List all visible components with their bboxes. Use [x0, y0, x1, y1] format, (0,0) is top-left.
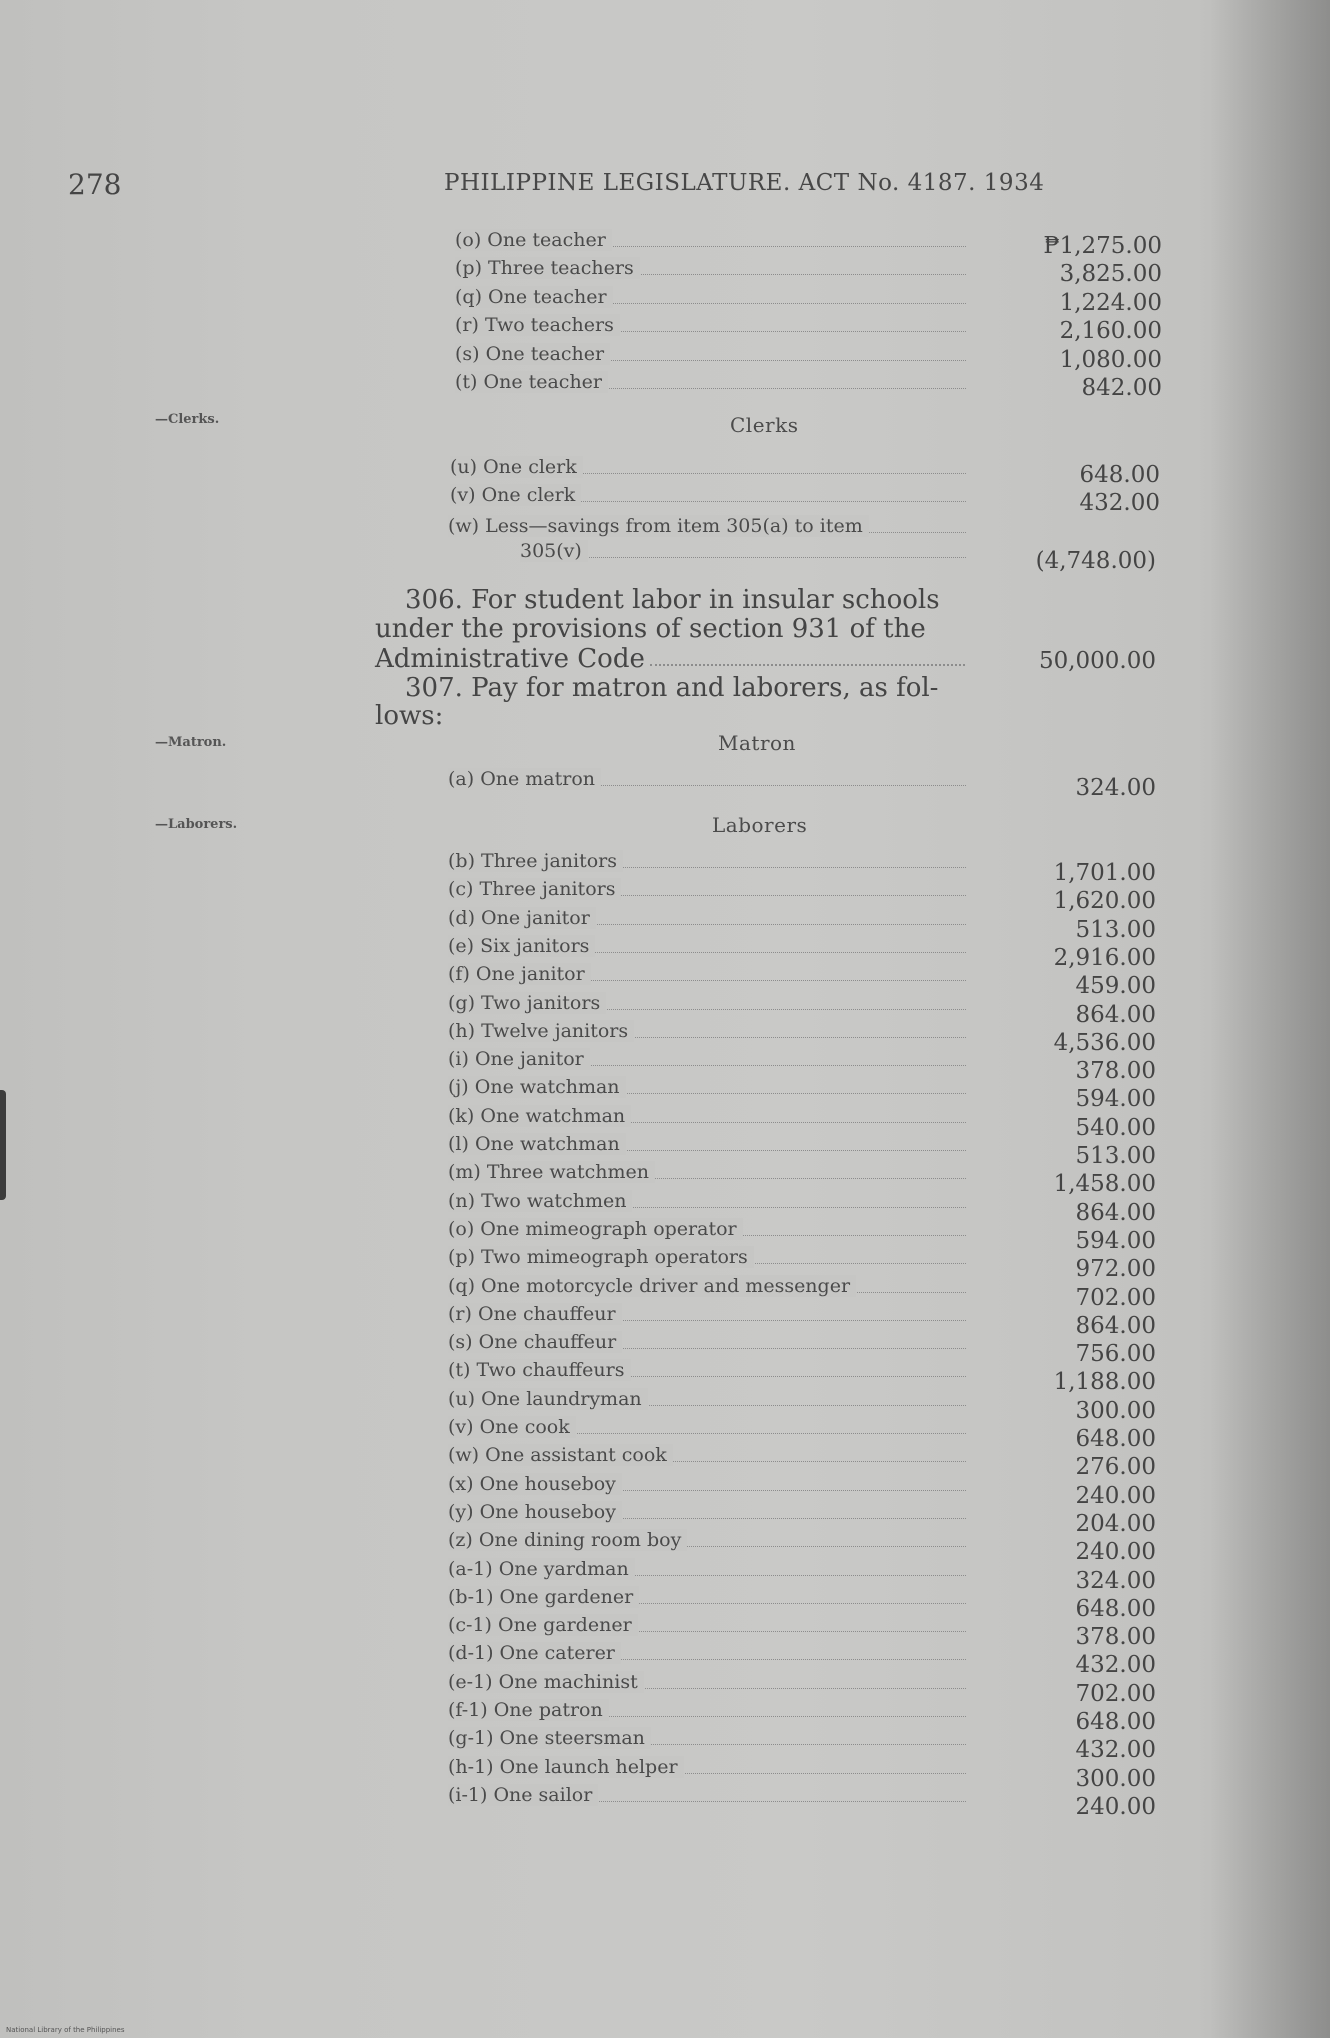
- laborer-amount: 240.00: [1075, 1793, 1156, 1820]
- laborer-row: [448, 1727, 966, 1751]
- laborer-amount: 864.00: [1075, 1312, 1156, 1339]
- laborer-row: [448, 1529, 966, 1553]
- laborer-row: [448, 1246, 966, 1270]
- laborer-amount: 432.00: [1075, 1737, 1156, 1764]
- laborer-amount: 702.00: [1075, 1284, 1156, 1311]
- laborer-amount: 378.00: [1075, 1624, 1156, 1651]
- laborer-label: (m) Three watchmen: [448, 1161, 655, 1183]
- laborer-label: (q) One motorcycle driver and messenger: [448, 1275, 856, 1297]
- teacher-amount: 842.00: [1081, 375, 1162, 401]
- laborer-row: [448, 1218, 966, 1242]
- teacher-row: [455, 371, 966, 395]
- laborer-amount: 864.00: [1075, 1001, 1156, 1028]
- laborer-label: (i) One janitor: [448, 1048, 590, 1070]
- laborer-amount: 594.00: [1075, 1086, 1156, 1113]
- laborer-row: [448, 1473, 966, 1497]
- clerk-label: (v) One clerk: [450, 484, 581, 506]
- teacher-label: (q) One teacher: [455, 286, 613, 308]
- binding-mark: [0, 1090, 6, 1200]
- laborer-row: [448, 1416, 966, 1440]
- teacher-label: (r) Two teachers: [455, 314, 620, 336]
- laborer-label: (r) One chauffeur: [448, 1303, 622, 1325]
- laborer-label: (x) One houseboy: [448, 1473, 622, 1495]
- laborer-row: [448, 1388, 966, 1412]
- laborer-label: (s) One chauffeur: [448, 1331, 622, 1353]
- laborer-row: [448, 1105, 966, 1129]
- laborer-label: (f) One janitor: [448, 963, 591, 985]
- laborer-row: [448, 1275, 966, 1299]
- laborer-amount: 756.00: [1075, 1341, 1156, 1368]
- laborer-amount: 378.00: [1075, 1058, 1156, 1085]
- laborer-row: [448, 1586, 966, 1610]
- laborer-label: (b) Three janitors: [448, 850, 623, 872]
- teacher-row: [455, 286, 966, 310]
- clerk-amount: 648.00: [1079, 462, 1160, 488]
- laborer-amount: 459.00: [1075, 973, 1156, 1000]
- teacher-label: (s) One teacher: [455, 343, 610, 365]
- laborer-amount: 540.00: [1075, 1114, 1156, 1141]
- leader-dots: [650, 664, 965, 666]
- laborer-label: (v) One cook: [448, 1416, 576, 1438]
- laborer-amount: 513.00: [1075, 1143, 1156, 1169]
- section-306-line3: [375, 644, 965, 674]
- laborer-label: (c-1) One gardener: [448, 1614, 638, 1636]
- laborer-label: (o) One mimeograph operator: [448, 1218, 743, 1240]
- laborer-amount: 1,620.00: [1053, 888, 1156, 915]
- laborer-row: [448, 1048, 966, 1072]
- laborer-row: [448, 935, 966, 959]
- page-number: 278: [68, 168, 122, 201]
- laborer-row: [448, 1699, 966, 1723]
- laborer-row: [448, 963, 966, 987]
- margin-note-matron: —Matron.: [155, 735, 227, 750]
- laborer-amount: 648.00: [1075, 1426, 1156, 1452]
- laborer-amount: 240.00: [1075, 1482, 1156, 1509]
- laborer-label: (i-1) One sailor: [448, 1784, 598, 1806]
- laborer-label: (u) One laundryman: [448, 1388, 648, 1410]
- laborer-row: [448, 1133, 966, 1157]
- laborer-amount: 4,536.00: [1053, 1029, 1156, 1056]
- laborer-label: (j) One watchman: [448, 1076, 626, 1098]
- teacher-label: (p) Three teachers: [455, 257, 640, 279]
- running-header: PHILIPPINE LEGISLATURE. ACT No. 4187. 1934: [444, 170, 1045, 196]
- teacher-amount: 1,080.00: [1059, 346, 1162, 373]
- laborer-label: (d-1) One caterer: [448, 1642, 621, 1664]
- page-edge-shadow: [1210, 0, 1330, 2038]
- laborer-row: [448, 1614, 966, 1638]
- laborer-row: [448, 1303, 966, 1327]
- laborer-row: [448, 1331, 966, 1355]
- clerk-row: [450, 484, 966, 508]
- laborer-amount: 324.00: [1075, 1567, 1156, 1594]
- laborer-amount: 300.00: [1075, 1765, 1156, 1792]
- less-savings-amount: (4,748.00): [1035, 548, 1156, 574]
- laborer-label: (z) One dining room boy: [448, 1529, 687, 1551]
- matron-heading: Matron: [718, 731, 796, 755]
- laborer-label: (e-1) One machinist: [448, 1671, 644, 1693]
- teacher-amount: ₱1,275.00: [1043, 233, 1162, 259]
- laborer-label: (n) Two watchmen: [448, 1190, 632, 1212]
- laborer-label: (l) One watchman: [448, 1133, 626, 1155]
- laborer-row: [448, 1671, 966, 1695]
- matron-item: [448, 768, 966, 792]
- less-savings-ref: 305(v): [520, 540, 588, 562]
- laborer-label: (a-1) One yardman: [448, 1558, 635, 1580]
- section-306-amount: 50,000.00: [1038, 648, 1156, 674]
- laborer-amount: 2,916.00: [1053, 944, 1156, 971]
- laborer-row: [448, 1501, 966, 1525]
- section-306-line1: 306. For student labor in insular schools: [405, 585, 940, 615]
- laborer-amount: 648.00: [1075, 1709, 1156, 1735]
- laborer-label: (t) Two chauffeurs: [448, 1359, 631, 1381]
- laborer-row: [448, 1020, 966, 1044]
- laborer-label: (h-1) One launch helper: [448, 1756, 684, 1778]
- laborer-label: (p) Two mimeograph operators: [448, 1246, 754, 1268]
- laborer-label: (e) Six janitors: [448, 935, 595, 957]
- clerk-amount: 432.00: [1079, 490, 1160, 516]
- laborer-label: (b-1) One gardener: [448, 1586, 639, 1608]
- laborer-row: [448, 1359, 966, 1383]
- laborer-row: [448, 992, 966, 1016]
- teacher-amount: 1,224.00: [1059, 289, 1162, 316]
- laborer-row: [448, 907, 966, 931]
- laborer-row: [448, 1784, 966, 1808]
- less-savings-line2: [520, 540, 966, 564]
- laborer-row: [448, 1190, 966, 1214]
- laborer-amount: 864.00: [1075, 1199, 1156, 1226]
- laborer-amount: 648.00: [1075, 1595, 1156, 1622]
- teacher-amount: 3,825.00: [1059, 261, 1162, 288]
- laborer-amount: 1,701.00: [1053, 860, 1156, 886]
- laborer-amount: 432.00: [1075, 1652, 1156, 1679]
- teacher-row: [455, 257, 966, 281]
- laborer-row: [448, 1444, 966, 1468]
- clerks-heading: Clerks: [730, 413, 799, 437]
- laborer-amount: 1,188.00: [1053, 1369, 1156, 1396]
- laborer-amount: 240.00: [1075, 1539, 1156, 1566]
- laborer-row: [448, 1642, 966, 1666]
- teacher-row: [455, 343, 966, 367]
- laborer-amount: 594.00: [1075, 1227, 1156, 1254]
- laborer-amount: 1,458.00: [1053, 1171, 1156, 1198]
- laborer-row: [448, 1076, 966, 1100]
- laborer-row: [448, 1756, 966, 1780]
- clerk-row: [450, 456, 966, 480]
- laborer-label: (g-1) One steersman: [448, 1727, 651, 1749]
- margin-note-laborers: —Laborers.: [155, 817, 238, 832]
- laborer-amount: 204.00: [1075, 1510, 1156, 1537]
- clerk-label: (u) One clerk: [450, 456, 583, 478]
- teacher-row: [455, 314, 966, 338]
- laborer-amount: 513.00: [1075, 916, 1156, 943]
- laborer-row: [448, 878, 966, 902]
- laborer-row: [448, 1558, 966, 1582]
- laborer-label: (d) One janitor: [448, 907, 596, 929]
- teacher-row: [455, 229, 966, 253]
- laborer-row: [448, 850, 966, 874]
- laborers-heading: Laborers: [712, 813, 808, 837]
- laborer-amount: 702.00: [1075, 1680, 1156, 1707]
- teacher-label: (t) One teacher: [455, 371, 608, 393]
- laborer-row: [448, 1161, 966, 1185]
- less-savings-line1: [448, 515, 966, 539]
- section-307-line2: lows:: [375, 701, 444, 731]
- less-savings-label: (w) Less—savings from item 305(a) to item: [448, 515, 869, 537]
- laborer-label: (c) Three janitors: [448, 878, 621, 900]
- section-306-text: Administrative Code: [375, 644, 645, 674]
- section-307-line1: 307. Pay for matron and laborers, as fol-: [405, 673, 939, 703]
- laborer-amount: 972.00: [1075, 1256, 1156, 1283]
- matron-item-amount: 324.00: [1075, 775, 1156, 801]
- margin-note-clerks: —Clerks.: [155, 412, 220, 427]
- matron-item-label: (a) One matron: [448, 768, 601, 790]
- laborer-amount: 276.00: [1075, 1454, 1156, 1481]
- laborer-amount: 300.00: [1075, 1397, 1156, 1424]
- teacher-label: (o) One teacher: [455, 229, 612, 251]
- laborer-label: (g) Two janitors: [448, 992, 606, 1014]
- laborer-label: (y) One houseboy: [448, 1501, 622, 1523]
- laborer-label: (f-1) One patron: [448, 1699, 609, 1721]
- teacher-amount: 2,160.00: [1059, 318, 1162, 345]
- laborer-label: (w) One assistant cook: [448, 1444, 673, 1466]
- laborer-label: (h) Twelve janitors: [448, 1020, 634, 1042]
- section-306-line2: under the provisions of section 931 of the: [375, 614, 926, 644]
- footer-credit: National Library of the Philippines: [6, 2026, 125, 2034]
- laborer-label: (k) One watchman: [448, 1105, 631, 1127]
